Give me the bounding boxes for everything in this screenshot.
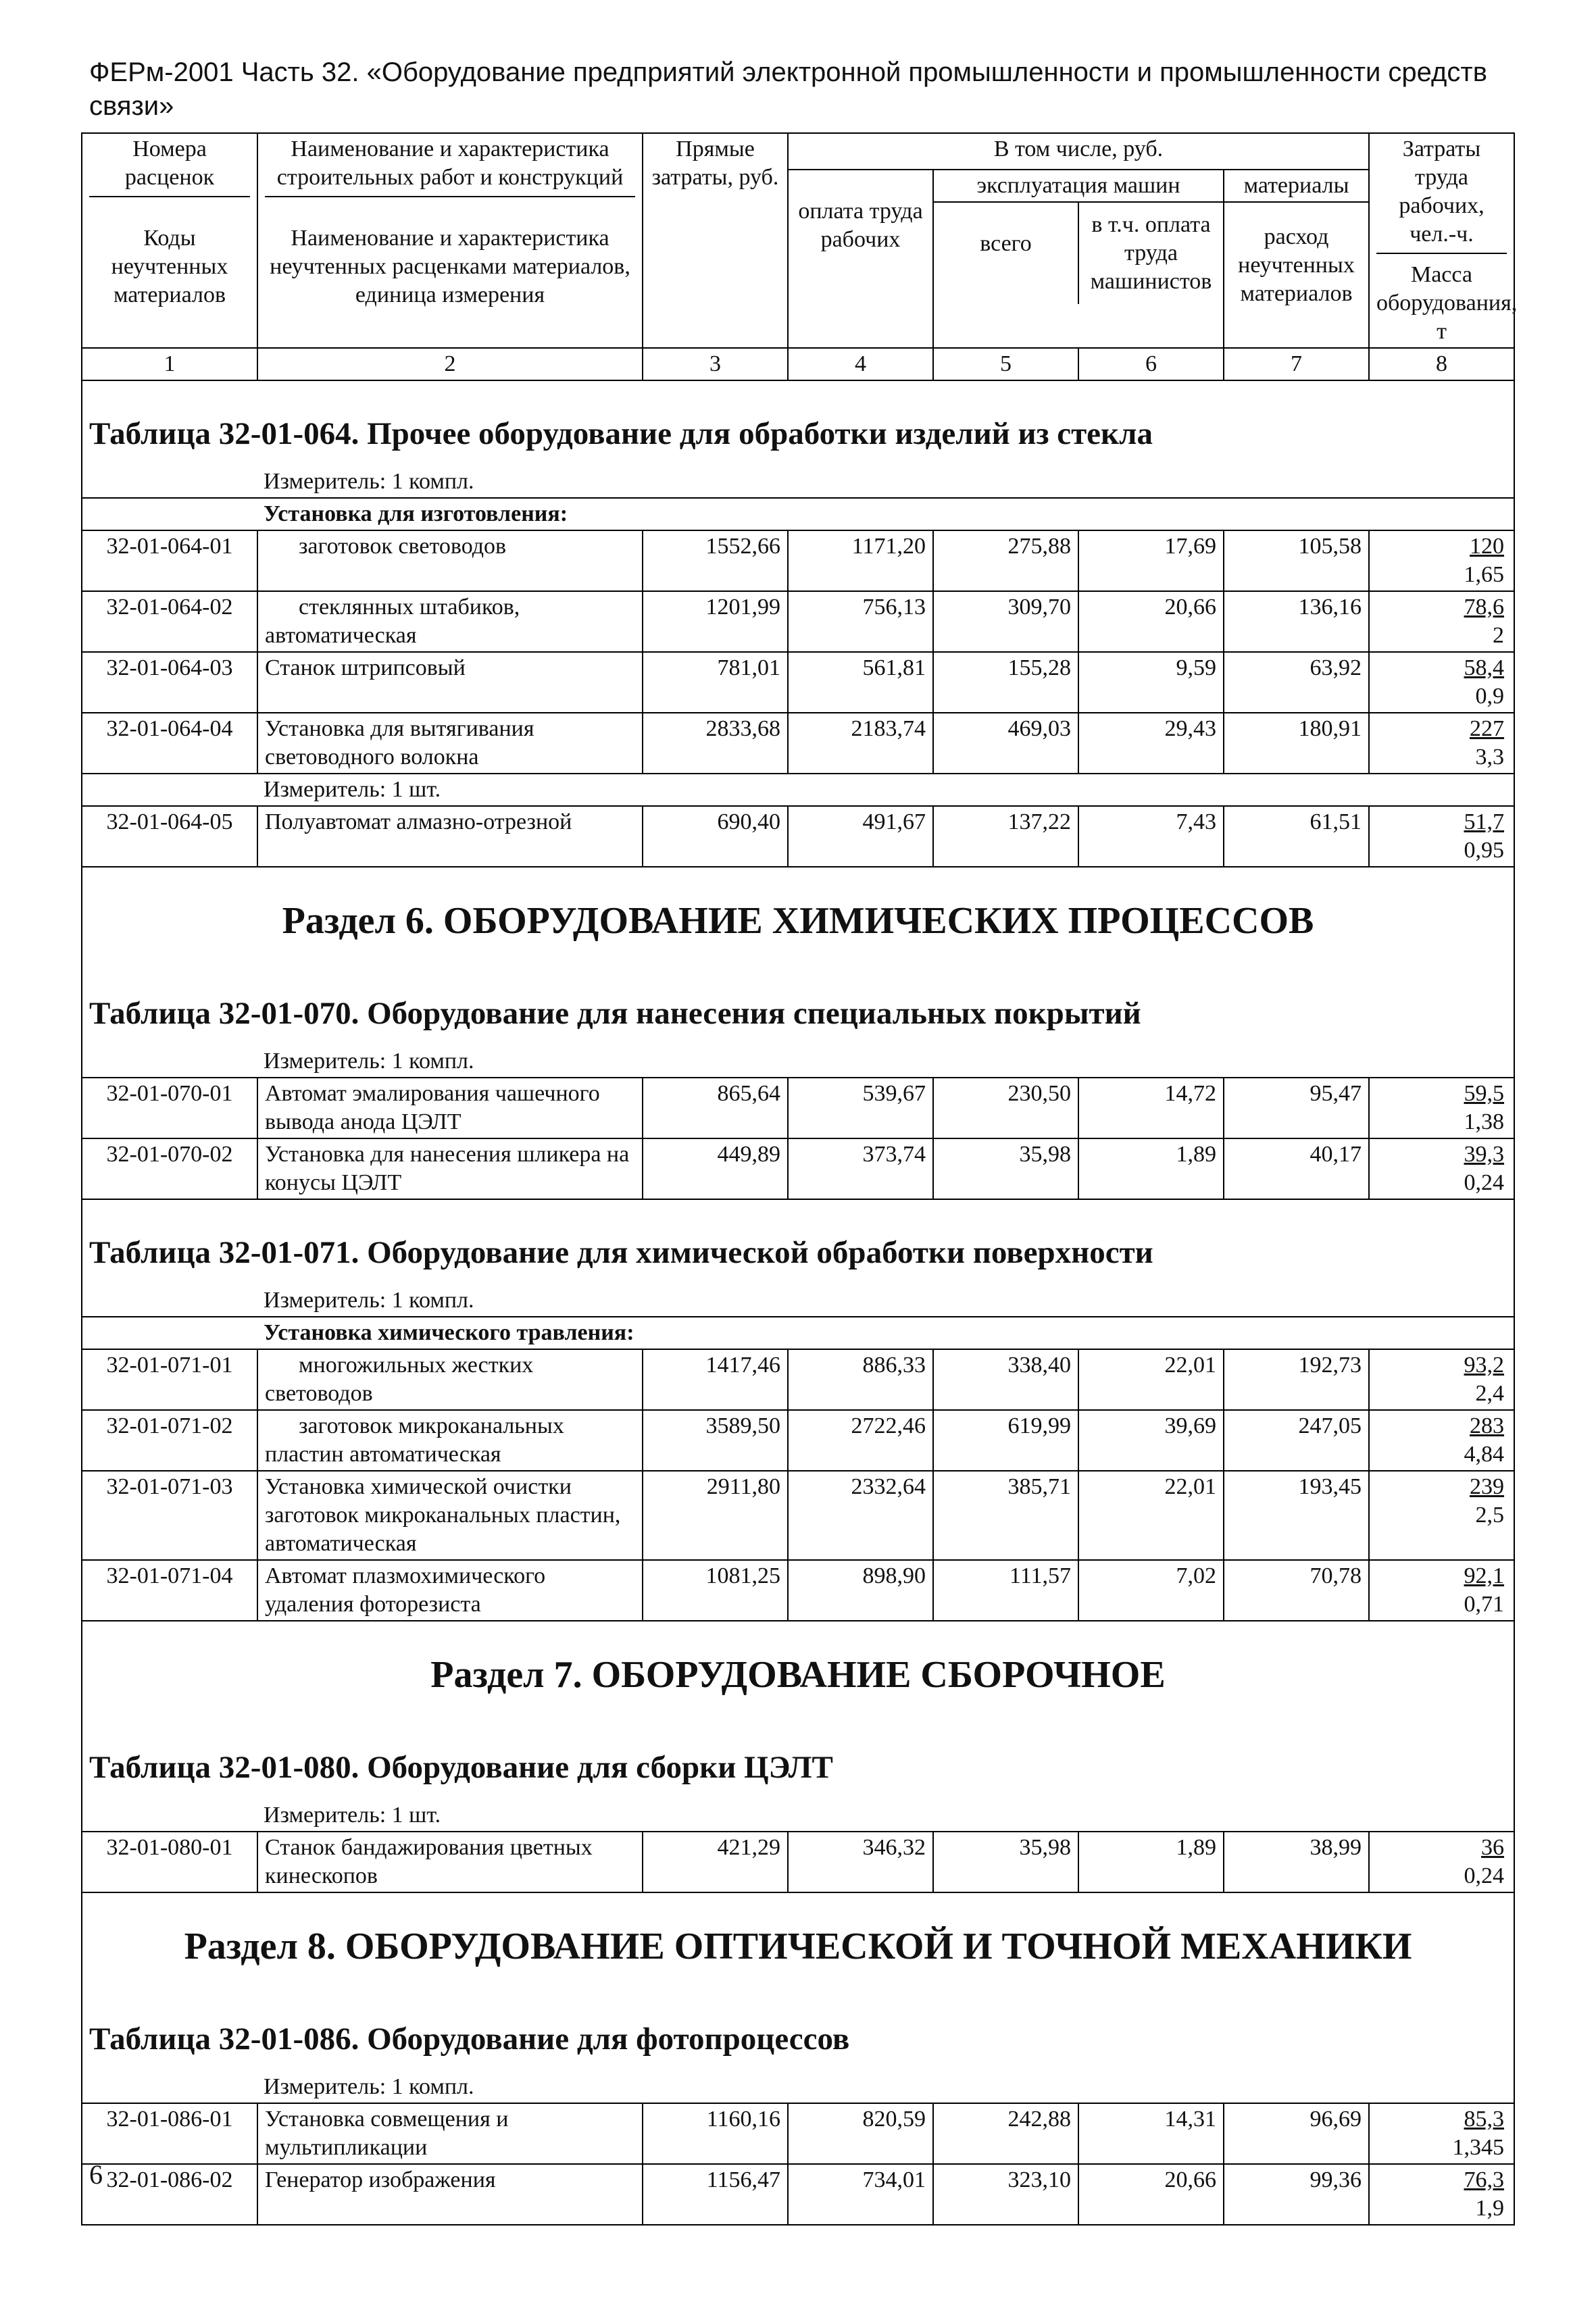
rate-materials: 38,99 xyxy=(1224,1832,1369,1892)
rates-table xyxy=(81,132,1518,2225)
rate-name: Станок штрипсовый xyxy=(257,652,643,713)
measure-label: Измеритель: 1 компл. xyxy=(82,1285,1514,1317)
labor-mass-cell xyxy=(1369,1560,1514,1621)
header-col8-top: Затраты труда рабочих, чел.-ч. xyxy=(1376,135,1507,254)
subheading: Установка химического травления: xyxy=(82,1317,1514,1349)
rate-machines: 35,98 xyxy=(933,1138,1078,1199)
labor-mass-cell xyxy=(1369,2164,1514,2225)
measure-label-row xyxy=(82,466,1514,498)
rate-labor: 2722,46 xyxy=(788,1410,933,1471)
rate-row xyxy=(82,1410,1514,1471)
rate-labor: 539,67 xyxy=(788,1078,933,1138)
rate-name: Станок бандажирования цветных кинескопов xyxy=(257,1832,643,1892)
labor-hours: 85,3 xyxy=(1464,2107,1504,2132)
rate-operators: 20,66 xyxy=(1078,2164,1224,2225)
header-col1 xyxy=(82,133,257,348)
rate-labor: 346,32 xyxy=(788,1832,933,1892)
table-title-row xyxy=(82,1199,1514,1285)
rate-operators: 17,69 xyxy=(1078,530,1224,591)
labor-hours: 39,3 xyxy=(1464,1142,1504,1167)
labor-hours: 283 xyxy=(1470,1413,1504,1438)
rates-table-body xyxy=(82,133,1518,2225)
equipment-mass: 2,4 xyxy=(1475,1381,1504,1406)
equipment-mass: 2 xyxy=(1493,623,1504,648)
labor-mass-cell xyxy=(1369,591,1514,652)
rate-name: Генератор изображения xyxy=(257,2164,643,2225)
rate-materials: 40,17 xyxy=(1224,1138,1369,1199)
rate-code: 32-01-071-04 xyxy=(82,1560,257,1621)
rate-materials: 105,58 xyxy=(1224,530,1369,591)
rate-direct: 2833,68 xyxy=(643,713,788,774)
rate-name: Полуавтомат алмазно-отрезной xyxy=(257,806,643,867)
rate-labor: 373,74 xyxy=(788,1138,933,1199)
header-col2-top: Наименование и характеристика строительных работ и конструкций xyxy=(265,135,635,197)
rate-row xyxy=(82,591,1514,652)
rate-name: Автомат плазмохимического удаления фоторезиста xyxy=(257,1560,643,1621)
section-title-row xyxy=(82,1892,1514,1986)
rate-materials: 63,92 xyxy=(1224,652,1369,713)
rate-row xyxy=(82,1349,1514,1410)
table-title-row xyxy=(82,1715,1514,1800)
table-title-row xyxy=(82,380,1514,466)
rate-row xyxy=(82,806,1514,867)
rate-materials: 193,45 xyxy=(1224,1471,1369,1560)
rate-row xyxy=(82,2103,1514,2164)
measure-label: Измеритель: 1 компл. xyxy=(82,466,1514,498)
equipment-mass: 0,24 xyxy=(1464,1863,1504,1888)
header-col4: оплата труда рабочих xyxy=(788,170,933,348)
subheading-row xyxy=(82,1317,1514,1349)
rate-machines: 309,70 xyxy=(933,591,1078,652)
column-number: 8 xyxy=(1369,348,1514,380)
rate-machines: 469,03 xyxy=(933,713,1078,774)
rate-direct: 2911,80 xyxy=(643,1471,788,1560)
rate-operators: 29,43 xyxy=(1078,713,1224,774)
measure-label-row xyxy=(82,774,1514,806)
rate-labor: 756,13 xyxy=(788,591,933,652)
rate-operators: 9,59 xyxy=(1078,652,1224,713)
rate-operators: 14,72 xyxy=(1078,1078,1224,1138)
rate-code: 32-01-064-04 xyxy=(82,713,257,774)
rate-labor: 561,81 xyxy=(788,652,933,713)
rate-machines: 137,22 xyxy=(933,806,1078,867)
rate-name: заготовок световодов xyxy=(257,530,643,591)
rate-machines: 155,28 xyxy=(933,652,1078,713)
measure-label: Измеритель: 1 шт. xyxy=(82,1800,1514,1832)
rate-row xyxy=(82,2164,1514,2225)
labor-hours: 227 xyxy=(1470,716,1504,741)
header-col8 xyxy=(1369,133,1518,348)
rate-code: 32-01-070-01 xyxy=(82,1078,257,1138)
rate-name: многожильных жестких световодов xyxy=(257,1349,643,1410)
rate-row xyxy=(82,1078,1514,1138)
header-col8-bottom: Масса оборудования, т xyxy=(1376,262,1518,344)
labor-hours: 58,4 xyxy=(1464,655,1504,680)
rate-materials: 192,73 xyxy=(1224,1349,1369,1410)
labor-mass-cell xyxy=(1369,652,1514,713)
rate-labor: 2332,64 xyxy=(788,1471,933,1560)
equipment-mass: 2,5 xyxy=(1475,1503,1504,1528)
labor-hours: 78,6 xyxy=(1464,595,1504,620)
rate-labor: 2183,74 xyxy=(788,713,933,774)
equipment-mass: 0,9 xyxy=(1475,684,1504,709)
header-col3: Прямые затраты, руб. xyxy=(643,133,788,348)
header-col1-top: Номера расценок xyxy=(89,135,250,197)
labor-hours: 76,3 xyxy=(1464,2167,1504,2192)
page-number: 6 xyxy=(89,2159,103,2190)
labor-mass-cell xyxy=(1369,1471,1514,1560)
header-materials xyxy=(1224,170,1369,348)
rate-labor: 734,01 xyxy=(788,2164,933,2225)
rate-labor: 491,67 xyxy=(788,806,933,867)
labor-mass-cell xyxy=(1369,713,1514,774)
rate-code: 32-01-080-01 xyxy=(82,1832,257,1892)
rate-name: Установка совмещения и мультипликации xyxy=(257,2103,643,2164)
rate-row xyxy=(82,530,1514,591)
rate-direct: 781,01 xyxy=(643,652,788,713)
header-machines-split xyxy=(934,203,1223,304)
labor-hours: 239 xyxy=(1470,1474,1504,1499)
rate-row xyxy=(82,1832,1514,1892)
header-col1-bottom: Коды неучтенных материалов xyxy=(111,226,228,307)
labor-hours: 92,1 xyxy=(1464,1563,1504,1588)
rate-name: стеклянных штабиков, автоматическая xyxy=(257,591,643,652)
rate-materials: 61,51 xyxy=(1224,806,1369,867)
rate-name: Автомат эмалирования чашечного вывода анода ЦЭЛТ xyxy=(257,1078,643,1138)
page-title: ФЕРм-2001 Часть 32. «Оборудование предприятий электронной промышленности и промышленности средств связи» xyxy=(89,57,1487,121)
column-number: 1 xyxy=(82,348,257,380)
equipment-mass: 0,95 xyxy=(1464,838,1504,863)
measure-label-row xyxy=(82,1046,1514,1078)
header-col7: расход неучтенных материалов xyxy=(1238,224,1355,306)
labor-hours: 59,5 xyxy=(1464,1081,1504,1106)
header-col2 xyxy=(257,133,643,348)
rate-materials: 95,47 xyxy=(1224,1078,1369,1138)
equipment-mass: 1,9 xyxy=(1475,2196,1504,2221)
rate-name: Установка для нанесения шликера на конусы ЦЭЛТ xyxy=(257,1138,643,1199)
measure-label: Измеритель: 1 шт. xyxy=(82,774,1514,806)
rate-machines: 619,99 xyxy=(933,1410,1078,1471)
rate-materials: 70,78 xyxy=(1224,1560,1369,1621)
rate-code: 32-01-071-03 xyxy=(82,1471,257,1560)
rate-machines: 275,88 xyxy=(933,530,1078,591)
rate-name: Установка для вытягивания световодного волокна xyxy=(257,713,643,774)
rate-operators: 22,01 xyxy=(1078,1471,1224,1560)
equipment-mass: 0,71 xyxy=(1464,1592,1504,1617)
labor-hours: 120 xyxy=(1470,534,1504,559)
rate-operators: 7,02 xyxy=(1078,1560,1224,1621)
rate-materials: 96,69 xyxy=(1224,2103,1369,2164)
equipment-mass: 0,24 xyxy=(1464,1170,1504,1195)
column-number: 7 xyxy=(1224,348,1369,380)
labor-hours: 36 xyxy=(1481,1835,1504,1860)
rate-code: 32-01-064-02 xyxy=(82,591,257,652)
measure-label-row xyxy=(82,2071,1514,2103)
subheading-row xyxy=(82,498,1514,530)
equipment-mass: 1,65 xyxy=(1464,562,1504,587)
header-row-1 xyxy=(82,133,1514,170)
rate-row xyxy=(82,1471,1514,1560)
header-col6: в т.ч. оплата труда машинистов xyxy=(1090,211,1212,294)
rate-operators: 20,66 xyxy=(1078,591,1224,652)
rate-operators: 1,89 xyxy=(1078,1138,1224,1199)
rate-row xyxy=(82,1560,1514,1621)
column-numbers-row xyxy=(82,348,1514,380)
measure-label: Измеритель: 1 компл. xyxy=(82,2071,1514,2103)
rate-machines: 230,50 xyxy=(933,1078,1078,1138)
rate-labor: 820,59 xyxy=(788,2103,933,2164)
rate-direct: 449,89 xyxy=(643,1138,788,1199)
section-title-row xyxy=(82,1621,1514,1715)
labor-mass-cell xyxy=(1369,530,1514,591)
rate-machines: 385,71 xyxy=(933,1471,1078,1560)
rate-code: 32-01-070-02 xyxy=(82,1138,257,1199)
section-title-row xyxy=(82,867,1514,961)
header-machines xyxy=(933,170,1224,348)
column-number: 2 xyxy=(257,348,643,380)
rate-direct: 1417,46 xyxy=(643,1349,788,1410)
rate-direct: 865,64 xyxy=(643,1078,788,1138)
rate-machines: 338,40 xyxy=(933,1349,1078,1410)
rate-materials: 99,36 xyxy=(1224,2164,1369,2225)
rate-labor: 898,90 xyxy=(788,1560,933,1621)
header-materials-label: материалы xyxy=(1224,170,1368,203)
labor-mass-cell xyxy=(1369,1349,1514,1410)
section-title: Раздел 8. ОБОРУДОВАНИЕ ОПТИЧЕСКОЙ И ТОЧНОЙ МЕХАНИКИ xyxy=(82,1892,1514,1986)
rate-materials: 136,16 xyxy=(1224,591,1369,652)
rate-code: 32-01-064-01 xyxy=(82,530,257,591)
rate-code: 32-01-064-05 xyxy=(82,806,257,867)
rate-code: 32-01-064-03 xyxy=(82,652,257,713)
rate-materials: 180,91 xyxy=(1224,713,1369,774)
section-title: Раздел 6. ОБОРУДОВАНИЕ ХИМИЧЕСКИХ ПРОЦЕССОВ xyxy=(82,867,1514,961)
column-number: 3 xyxy=(643,348,788,380)
rate-operators: 22,01 xyxy=(1078,1349,1224,1410)
rate-code: 32-01-086-02 xyxy=(82,2164,257,2225)
header-col5: всего xyxy=(934,203,1079,304)
rate-row xyxy=(82,1138,1514,1199)
measure-label: Измеритель: 1 компл. xyxy=(82,1046,1514,1078)
rate-row xyxy=(82,652,1514,713)
rate-operators: 1,89 xyxy=(1078,1832,1224,1892)
column-number: 4 xyxy=(788,348,933,380)
rate-direct: 690,40 xyxy=(643,806,788,867)
labor-hours: 93,2 xyxy=(1464,1353,1504,1378)
rate-direct: 1160,16 xyxy=(643,2103,788,2164)
labor-mass-cell xyxy=(1369,1138,1514,1199)
labor-mass-cell xyxy=(1369,806,1514,867)
table-title-row xyxy=(82,961,1514,1046)
header-col2-bottom: Наименование и характеристика неучтенных расценками материалов, единица измерения xyxy=(270,226,630,307)
rate-operators: 39,69 xyxy=(1078,1410,1224,1471)
rate-direct: 3589,50 xyxy=(643,1410,788,1471)
equipment-mass: 4,84 xyxy=(1464,1442,1504,1467)
rate-labor: 886,33 xyxy=(788,1349,933,1410)
table-title: Таблица 32-01-064. Прочее оборудование для обработки изделий из стекла xyxy=(82,380,1514,466)
rate-machines: 35,98 xyxy=(933,1832,1078,1892)
rate-materials: 247,05 xyxy=(1224,1410,1369,1471)
rate-code: 32-01-086-01 xyxy=(82,2103,257,2164)
table-title: Таблица 32-01-086. Оборудование для фотопроцессов xyxy=(82,1986,1514,2071)
table-title: Таблица 32-01-070. Оборудование для нанесения специальных покрытий xyxy=(82,961,1514,1046)
rate-machines: 111,57 xyxy=(933,1560,1078,1621)
rate-direct: 1201,99 xyxy=(643,591,788,652)
header-group: В том числе, руб. xyxy=(788,133,1369,170)
rate-name: заготовок микроканальных пластин автоматическая xyxy=(257,1410,643,1471)
rate-code: 32-01-071-01 xyxy=(82,1349,257,1410)
table-title-row xyxy=(82,1986,1514,2071)
labor-mass-cell xyxy=(1369,2103,1514,2164)
rate-direct: 1552,66 xyxy=(643,530,788,591)
labor-mass-cell xyxy=(1369,1832,1514,1892)
equipment-mass: 3,3 xyxy=(1475,745,1504,770)
equipment-mass: 1,345 xyxy=(1452,2135,1504,2160)
header-machines-label: эксплуатация машин xyxy=(934,170,1223,203)
column-number: 6 xyxy=(1078,348,1224,380)
rate-operators: 7,43 xyxy=(1078,806,1224,867)
rate-direct: 1156,47 xyxy=(643,2164,788,2225)
table-title: Таблица 32-01-071. Оборудование для химической обработки поверхности xyxy=(82,1199,1514,1285)
rate-direct: 1081,25 xyxy=(643,1560,788,1621)
rate-direct: 421,29 xyxy=(643,1832,788,1892)
rate-machines: 323,10 xyxy=(933,2164,1078,2225)
rate-machines: 242,88 xyxy=(933,2103,1078,2164)
rate-labor: 1171,20 xyxy=(788,530,933,591)
measure-label-row xyxy=(82,1800,1514,1832)
column-number: 5 xyxy=(933,348,1078,380)
rate-name: Установка химической очистки заготовок микроканальных пластин, автоматическая xyxy=(257,1471,643,1560)
rate-operators: 14,31 xyxy=(1078,2103,1224,2164)
labor-hours: 51,7 xyxy=(1464,809,1504,834)
rate-code: 32-01-071-02 xyxy=(82,1410,257,1471)
table-title: Таблица 32-01-080. Оборудование для сборки ЦЭЛТ xyxy=(82,1715,1514,1800)
labor-mass-cell xyxy=(1369,1410,1514,1471)
subheading: Установка для изготовления: xyxy=(82,498,1514,530)
measure-label-row xyxy=(82,1285,1514,1317)
equipment-mass: 1,38 xyxy=(1464,1109,1504,1134)
labor-mass-cell xyxy=(1369,1078,1514,1138)
rate-row xyxy=(82,713,1514,774)
section-title: Раздел 7. ОБОРУДОВАНИЕ СБОРОЧНОЕ xyxy=(82,1621,1514,1715)
